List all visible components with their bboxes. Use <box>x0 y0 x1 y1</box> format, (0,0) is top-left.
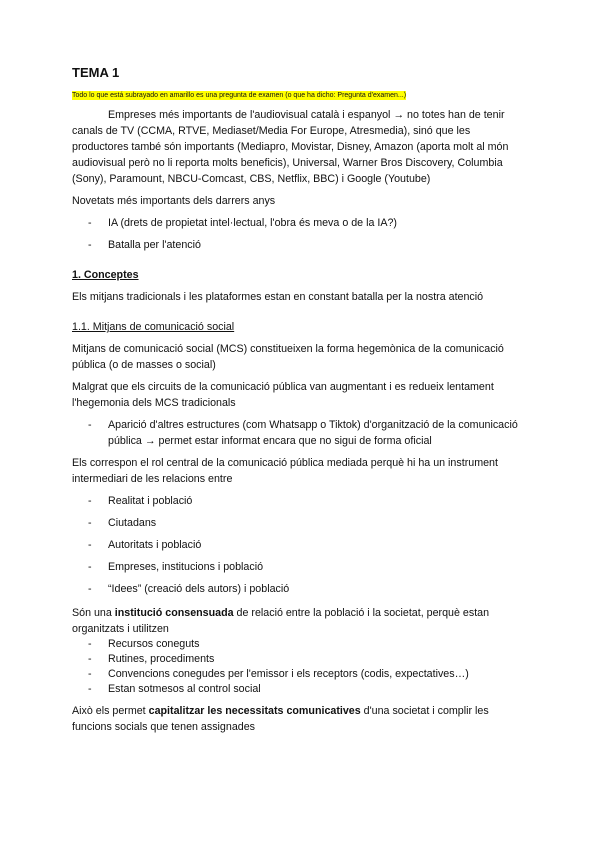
relacions-list <box>72 493 522 597</box>
bold-capitalitzar: capitalitzar les necessitats comunicatives <box>148 705 361 717</box>
paragraph-capitalitzar: Això els permet capitalitzar les necessitats comunicatives d'una societat i complir les funcions socials que tenen assignades <box>72 705 489 733</box>
institucio-list <box>72 637 522 697</box>
malgrat-list <box>72 417 522 449</box>
list-item: - Batalla per l'atenció <box>72 237 522 253</box>
list-item: - Recursos coneguts <box>72 637 522 652</box>
list-item: - Realitat i població <box>72 493 522 509</box>
highlight-note-wrapper <box>72 88 522 101</box>
list-item: - IA (drets de propietat intel·lectual, l'obra és meva o de la IA?) <box>72 215 522 231</box>
list-item: - Autoritats i població <box>72 537 522 553</box>
list-item: - Rutines, procediments <box>72 652 522 667</box>
list-item: - Estan sotmesos al control social <box>72 682 522 697</box>
list-item: - Aparició d'altres estructures (com Whatsapp o Tiktok) d'organització de la comunicació pública → permet estar informat encara que no sigui de forma oficial <box>72 417 522 449</box>
list-item: - Convencions conegudes per l'emissor i els receptors (codis, expectatives…) <box>72 667 522 682</box>
document-body <box>72 64 522 735</box>
paragraph-rol-central: Els correspon el rol central de la comunicació pública mediada perquè hi ha un instrument intermediari de les relacions entre <box>72 457 498 485</box>
page-title: TEMA 1 <box>72 65 120 80</box>
novetats-heading: Novetats més importants dels darrers anys <box>72 195 276 207</box>
section-1-text: Els mitjans tradicionals i les plataformes estan en constant batalla per la nostra atenció <box>72 291 484 303</box>
list-item: - “Idees” (creació dels autors) i població <box>72 581 522 597</box>
section-1-1-heading: 1.1. Mitjans de comunicació social <box>72 321 235 333</box>
paragraph-mcs-definition: Mitjans de comunicació social (MCS) constitueixen la forma hegemònica de la comunicació pública (o de masses o social) <box>72 343 504 371</box>
intro-paragraph: Empreses més importants de l'audiovisual català i espanyol → no totes han de tenir canals de TV (CCMA, RTVE, Mediaset/Media For Europe, Atresmedia), sinó que les productores també són importants (Mediapro, Movistar, Disney, Amazon (aporta molt al món audiovisual però no li reporta molts beneficis), Universal, Warner Bros Discovery, Columbia (Sony), Paramount, NBCU-Comcast, CBS, Netflix, BBC) i Google (Youtube) <box>72 109 509 185</box>
bold-institucio: institució consensuada <box>114 607 234 619</box>
section-1-heading: 1. Conceptes <box>72 269 139 281</box>
list-item: - Empreses, institucions i població <box>72 559 522 575</box>
highlight-note: Todo lo que está subrayado en amarillo es una pregunta de examen (o que ha dicho: Pregunta d'examen...) <box>72 92 407 99</box>
paragraph-malgrat: Malgrat que els circuits de la comunicació pública van augmentant i es redueix lentament l'hegemonia dels MCS tradicionals <box>72 381 494 409</box>
list-item: - Ciutadans <box>72 515 522 531</box>
novetats-list <box>72 215 522 253</box>
paragraph-institucio: Són una institució consensuada de relació entre la població i la societat, perquè estan organitzats i utilitzen <box>72 607 490 635</box>
